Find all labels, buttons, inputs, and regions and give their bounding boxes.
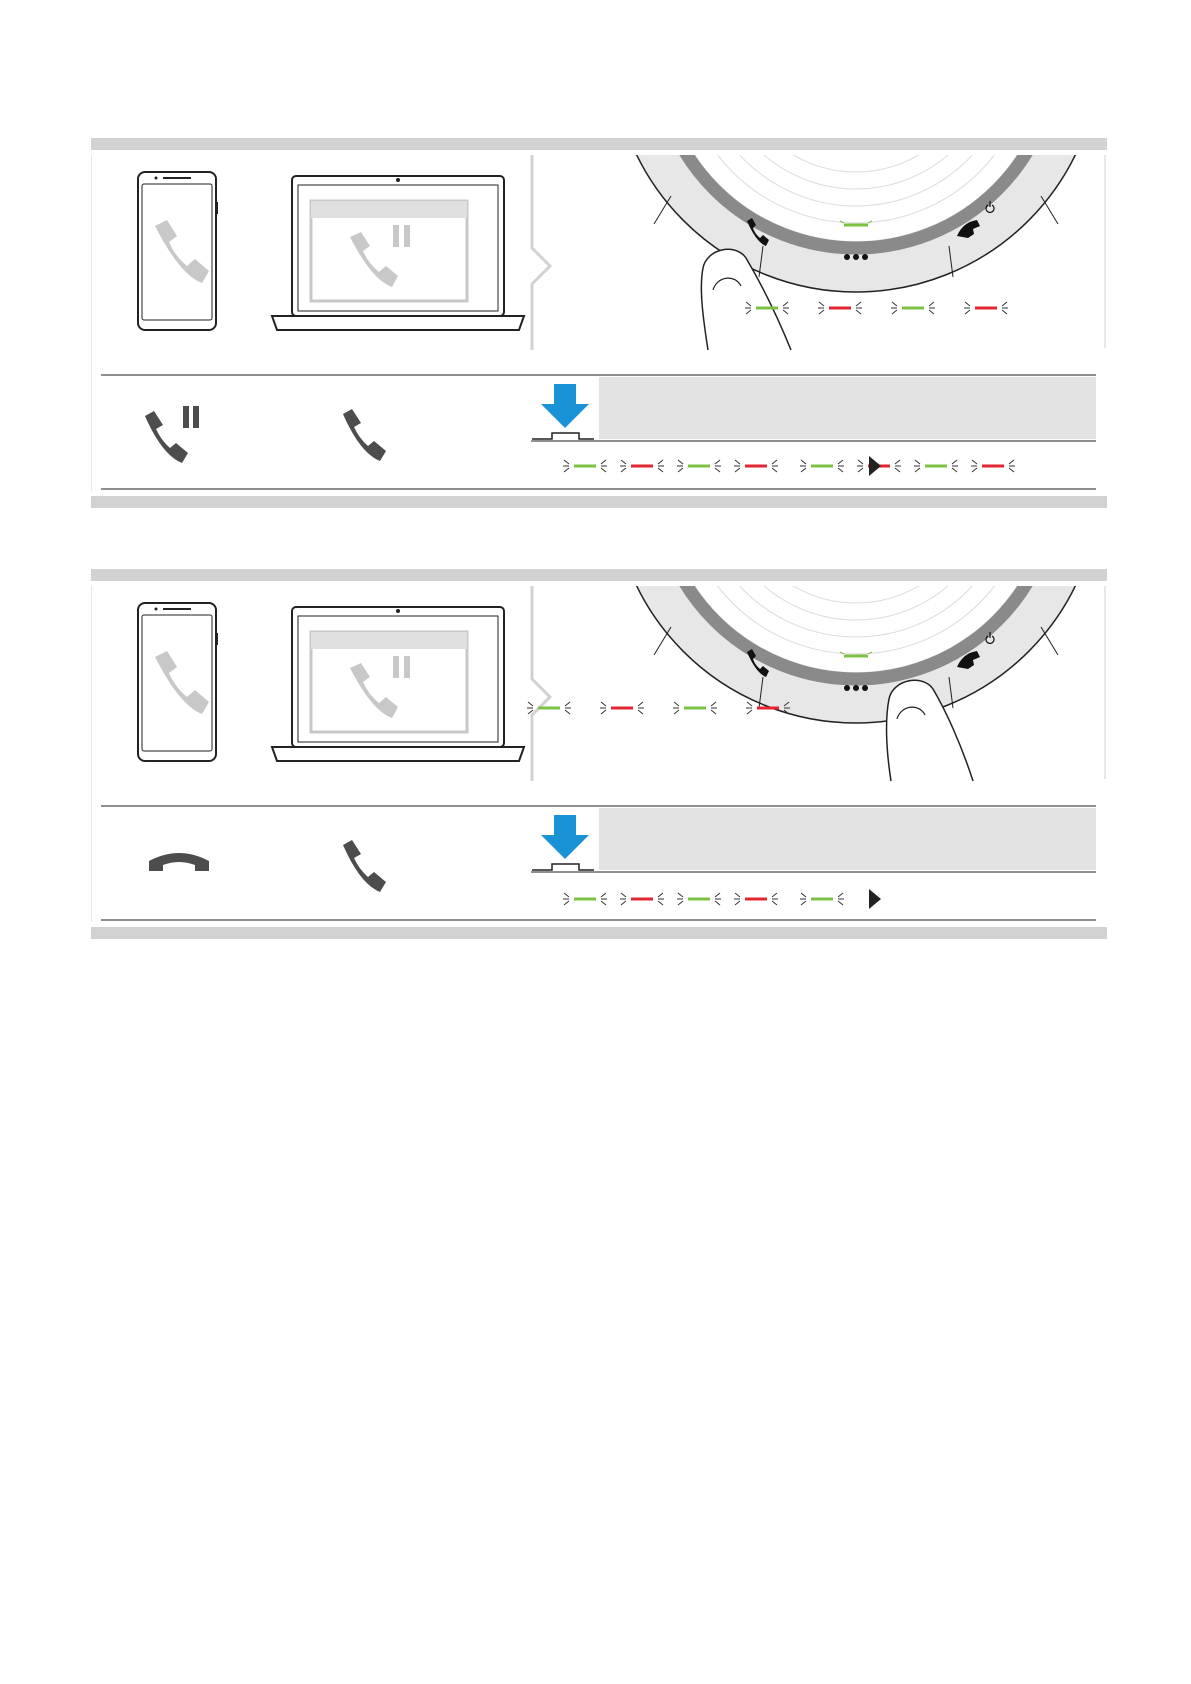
status-box [599, 808, 1096, 870]
active-call-icon [343, 409, 386, 461]
led-red-blink-icon [734, 893, 778, 905]
laptop [272, 176, 524, 330]
laptop [272, 607, 524, 761]
led-red-blink-icon [964, 302, 1008, 314]
sequence-chevron [532, 586, 550, 781]
press-action-icon [532, 384, 594, 439]
smartphone [138, 172, 218, 330]
led-red-blink-icon [600, 702, 644, 714]
led-green-blink-icon [677, 893, 721, 905]
led-red-blink-icon [818, 302, 862, 314]
press-action-icon [532, 815, 594, 870]
status-box [599, 377, 1096, 439]
sequence-arrow-icon [869, 889, 881, 909]
led-red-blink-icon [620, 460, 664, 472]
panel-end-and-accept [91, 569, 1107, 939]
top-band [91, 569, 1107, 581]
speakerphone-device [612, 569, 1100, 723]
led-green-blink-icon [800, 893, 844, 905]
led-sequence-before [563, 893, 778, 905]
sequence-arrow-icon [869, 456, 881, 476]
call-on-hold-icon [145, 406, 199, 463]
led-sequence-after [800, 893, 844, 905]
led-green-blink-icon [891, 302, 935, 314]
led-sequence-after [800, 460, 1015, 472]
led-green-blink-icon [914, 460, 958, 472]
led-green-blink-icon [563, 460, 607, 472]
led-red-blink-icon [734, 460, 778, 472]
panel-hold-and-accept [91, 138, 1107, 508]
more-button[interactable] [844, 685, 868, 691]
led-red-blink-icon [971, 460, 1015, 472]
call-ended-icon [149, 853, 209, 871]
led-green-blink-icon [673, 702, 717, 714]
led-green-blink-icon [677, 460, 721, 472]
bottom-band [91, 927, 1107, 939]
active-call-icon [343, 840, 386, 892]
led-sequence-before [563, 460, 778, 472]
led-red-blink-icon [620, 893, 664, 905]
sequence-chevron [532, 155, 550, 350]
speakerphone-device [612, 138, 1100, 292]
bottom-band [91, 496, 1107, 508]
smartphone [138, 603, 218, 761]
more-button[interactable] [844, 254, 868, 260]
top-band [91, 138, 1107, 150]
led-green-blink-icon [800, 460, 844, 472]
device-led-sequence [527, 702, 790, 714]
led-green-blink-icon [563, 893, 607, 905]
device-led-sequence [745, 302, 1008, 314]
